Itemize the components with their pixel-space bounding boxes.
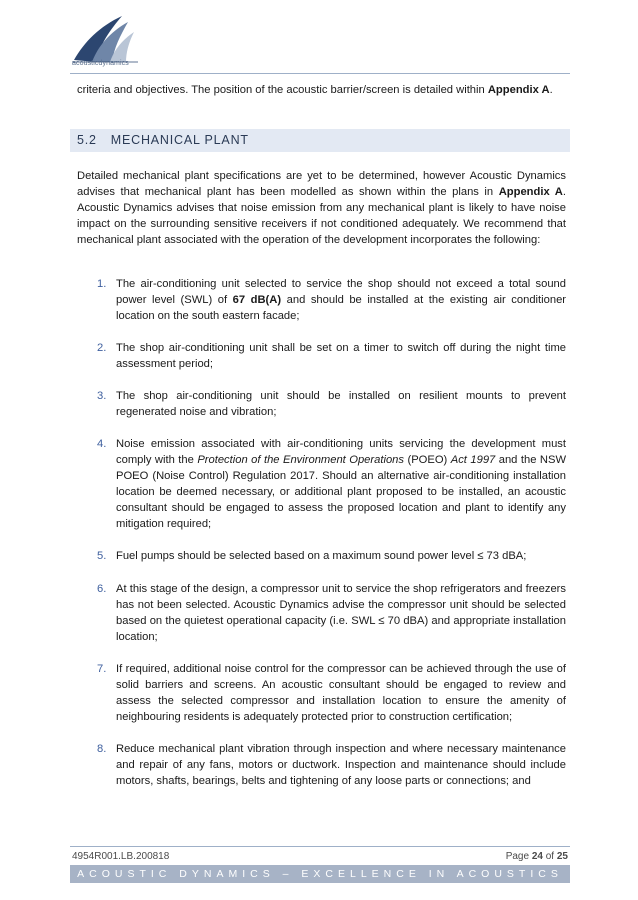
list-item xyxy=(77,340,566,372)
item-text xyxy=(116,436,566,532)
intro-text: criteria and objectives. The position of the acoustic barrier/screen is detailed within xyxy=(77,84,488,96)
section-number: 5.2 xyxy=(77,133,97,147)
document-reference: 4954R001.LB.200818 xyxy=(72,851,170,862)
footer-tagline: ACOUSTIC DYNAMICS – EXCELLENCE IN ACOUSTICS xyxy=(70,865,570,883)
list-item xyxy=(77,581,566,645)
item-text-a: Noise emission associated with air-conditioning units servicing the development must comply with the xyxy=(116,438,566,466)
item-text-c: and the NSW POEO (Noise Control) Regulation 2017. Should an alternative air-conditioning installation location be deemed necessary, or additional plant proposed to be installed, an acoustic consultant should be engaged to assess the proposed location and plant to identify any mitigation required; xyxy=(116,454,567,530)
item-text-bold: 67 dB(A) xyxy=(232,294,282,306)
page-total: 25 xyxy=(556,851,568,862)
footer-divider xyxy=(70,846,570,847)
item-text-italic: Protection of the Environment Operations xyxy=(197,454,404,466)
recommendation-list xyxy=(77,276,566,789)
item-number: 3. xyxy=(97,390,107,402)
item-text-a: The air-conditioning unit selected to service the shop should not exceed a total sound power level (SWL) of xyxy=(116,278,566,306)
item-number: 7. xyxy=(97,663,107,675)
item-text: At this stage of the design, a compressor unit to service the shop refrigerators and freezers has not been selected. Acoustic Dynamics advise the compressor unit should be selected based on the quietest operational capacity (i.e. SWL ≤ 70 dBA) and appropriate installation location; xyxy=(116,583,566,643)
intro-bold: Appendix A xyxy=(487,84,550,96)
list-item xyxy=(77,661,566,725)
item-text: Fuel pumps should be selected based on a maximum sound power level ≤ 73 dBA; xyxy=(116,550,527,562)
list-item xyxy=(77,276,566,324)
page-of-label: of xyxy=(542,851,557,862)
item-text-c: and should be installed at the existing air conditioner location on the south eastern facade; xyxy=(116,294,567,322)
item-number: 5. xyxy=(97,550,107,562)
list-item xyxy=(77,388,566,420)
page-label: Page xyxy=(505,851,532,862)
item-text: Reduce mechanical plant vibration through inspection and where necessary maintenance and repair of any fans, motors or ductwork. Inspection and maintenance should include motors, shafts, bearings, belts and tightening of any loose parts or connections; and xyxy=(116,743,566,787)
logo-wordmark: acousticdynamics xyxy=(72,60,129,67)
list-item xyxy=(77,548,566,564)
item-text: The shop air-conditioning unit shall be set on a timer to switch off during the night time assessment period; xyxy=(116,342,566,370)
page-number: 24 xyxy=(531,851,543,862)
body-paragraph xyxy=(77,168,566,248)
intro-end: . xyxy=(549,84,553,96)
section-title: MECHANICAL PLANT xyxy=(110,133,249,147)
item-text: If required, additional noise control for the compressor can be achieved through the use of solid barriers and screens. An acoustic consultant should be engaged to review and assess the selected compressor and installation location to ensure the amenity of neighbouring residents is adequately protected prior to construction certification; xyxy=(116,663,566,723)
paragraph-part1: Detailed mechanical plant specifications are yet to be determined, however Acoustic Dynamics advises that mechanical plant has been modelled as shown within the plans in xyxy=(77,170,566,198)
item-text-b: (POEO) xyxy=(404,454,451,466)
item-number: 6. xyxy=(97,583,107,595)
header-divider xyxy=(70,73,570,74)
list-item xyxy=(77,741,566,789)
paragraph-bold: Appendix A xyxy=(498,186,563,198)
intro-paragraph xyxy=(77,82,566,98)
item-number: 2. xyxy=(97,342,107,354)
item-text xyxy=(116,276,566,324)
item-text: The shop air-conditioning unit should be installed on resilient mounts to prevent regenerated noise and vibration; xyxy=(116,390,566,418)
page-indicator xyxy=(506,851,568,862)
item-number: 1. xyxy=(97,278,107,290)
paragraph-part2: . Acoustic Dynamics advises that noise emission from any mechanical plant is likely to have noise impact on the surrounding sensitive receivers if not conditioned adequately. We recommend that mechanical plant associated with the operation of the development incorporates the following: xyxy=(77,186,566,246)
section-heading xyxy=(77,133,263,147)
item-text-italic-2: Act 1997 xyxy=(450,454,496,466)
item-number: 4. xyxy=(97,438,107,450)
list-item xyxy=(77,436,566,532)
item-number: 8. xyxy=(97,743,107,755)
